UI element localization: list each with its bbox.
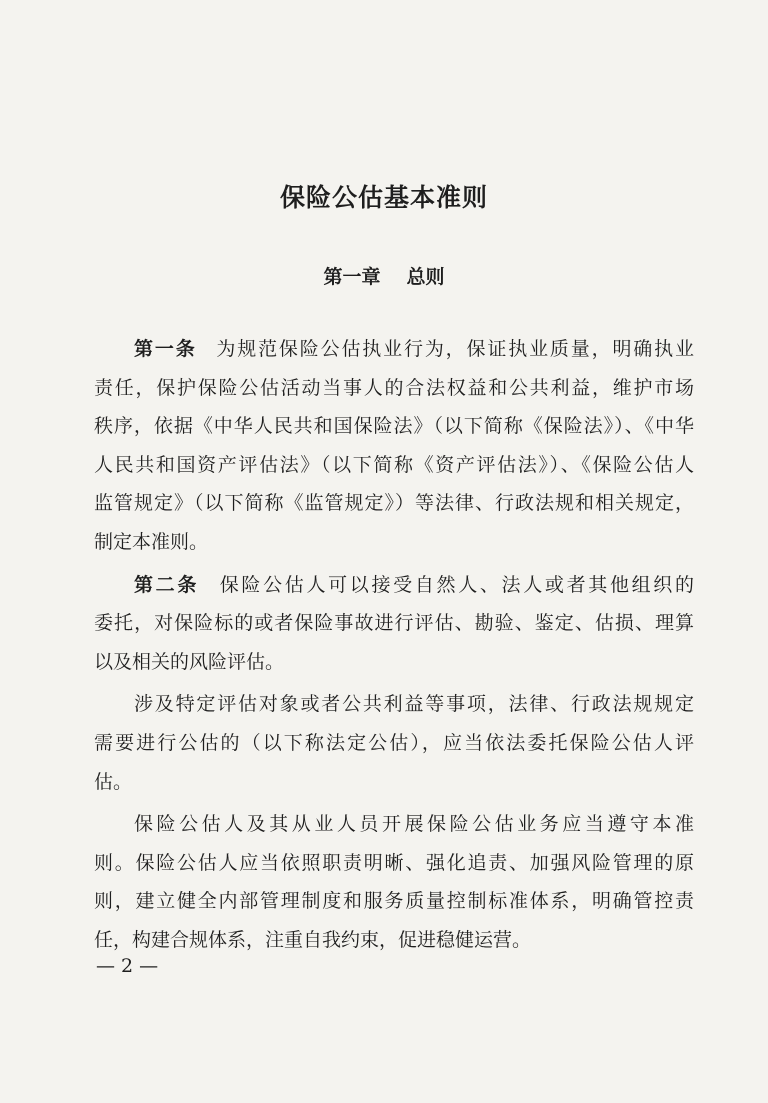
article-1-line-4: 人民共和国资产评估法》（以下简称《资产评估法》）、《保险公估人 (94, 453, 694, 476)
article-2-paragraph-2 (94, 685, 694, 801)
chapter-name: 总则 (406, 266, 445, 288)
article-1-line-5: 监管规定》（以下简称《监管规定》）等法律、行政法规和相关规定， (94, 492, 694, 515)
article-1 (94, 330, 694, 562)
article-2-p2-line-1: 涉及特定评估对象或者公共利益等事项，法律、行政法规规定 (134, 693, 694, 716)
article-1-line-6: 制定本准则。 (94, 530, 209, 553)
article-2-p3-line-2: 则。保险公估人应当依照职责明晰、强化追责、加强风险管理的原 (94, 851, 694, 874)
article-2-p1-text-1: 保险公估人可以接受自然人、法人或者其他组织的 (217, 573, 694, 596)
article-2-p1-line-3: 以及相关的风险评估。 (94, 650, 285, 673)
article-2-paragraph-3 (94, 805, 694, 959)
document-body (94, 330, 694, 960)
article-1-text-1: 为规范保险公估执业行为，保证执业质量，明确执业 (214, 338, 694, 360)
article-1-line-2: 责任，保护保险公估活动当事人的合法权益和公共利益，维护市场 (94, 376, 694, 399)
article-2-p2-line-3: 估。 (94, 770, 133, 793)
article-1-line-1 (94, 330, 694, 369)
article-2-p3-line-3: 则，建立健全内部管理制度和服务质量控制标准体系，明确管控责 (94, 890, 694, 913)
article-2-p3-line-1: 保险公估人及其从业人员开展保险公估业务应当遵守本准 (134, 813, 694, 836)
chapter-heading (0, 262, 768, 289)
article-2-p2-line-2: 需要进行公估的（以下称法定公估），应当依法委托保险公估人评 (94, 731, 694, 754)
article-2-p1-line-2: 委托，对保险标的或者保险事故进行评估、勘验、鉴定、估损、理算 (94, 612, 694, 635)
article-2-paragraph-1 (94, 566, 694, 682)
article-2-p3-line-4: 任，构建合规体系，注重自我约束，促进稳健运营。 (94, 928, 532, 951)
article-2-label: 第二条 (134, 573, 200, 596)
document-title: 保险公估基本准则 (279, 183, 488, 212)
article-1-label: 第一条 (134, 338, 197, 360)
article-1-line-3: 秩序，依据《中华人民共和国保险法》（以下简称《保险法》）、《中华 (94, 415, 694, 438)
page-number: — 2 — (96, 955, 159, 977)
article-2-p1-line-1 (94, 566, 694, 605)
chapter-label: 第一章 (323, 266, 381, 288)
